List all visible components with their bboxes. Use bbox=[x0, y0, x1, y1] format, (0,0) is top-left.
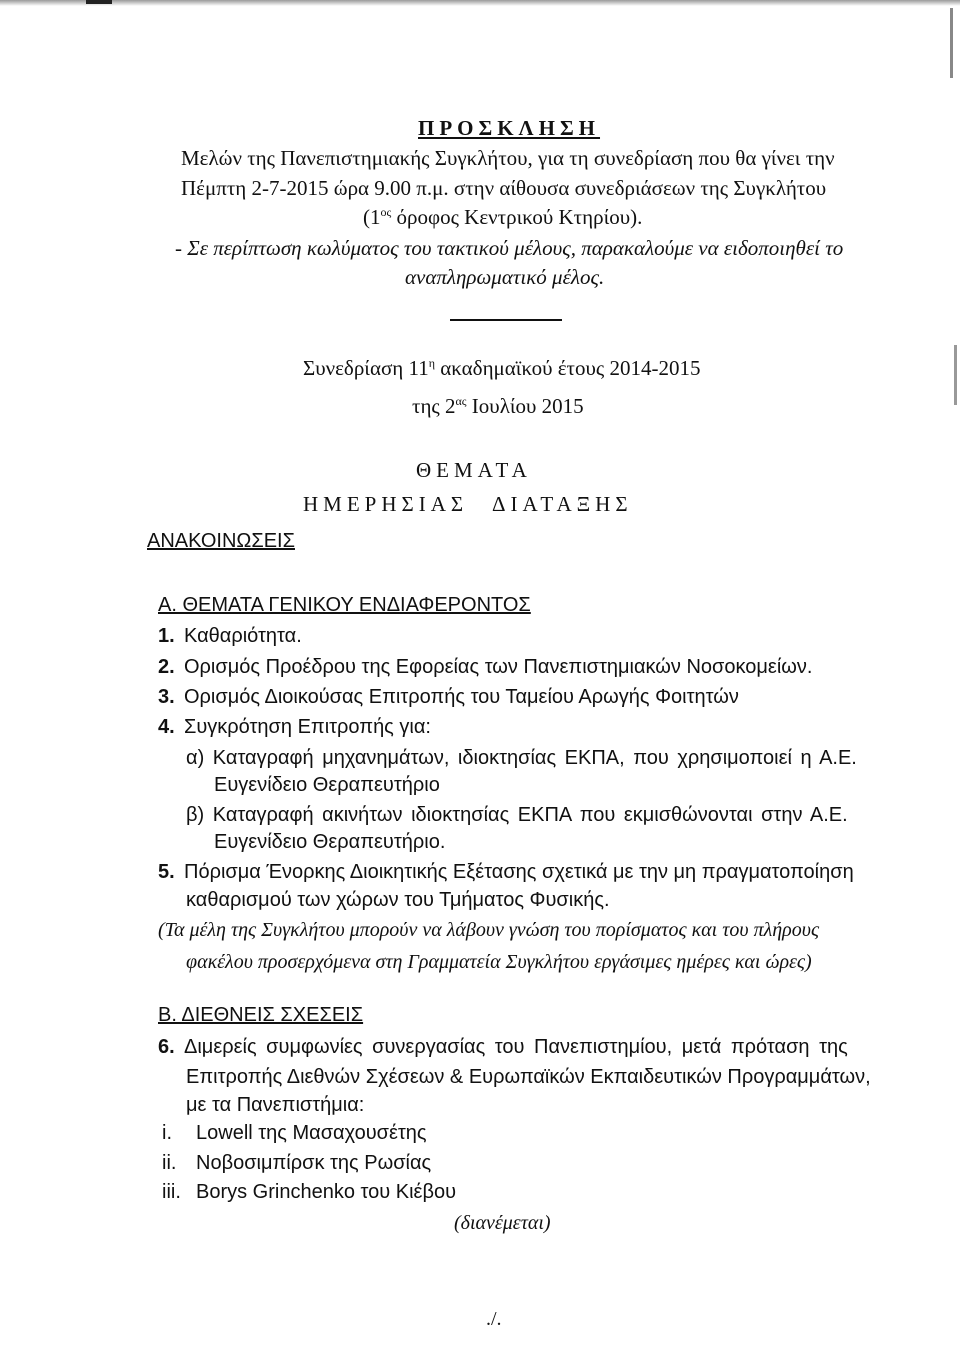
section-a-note-line-2: φακέλου προσερχόμενα στη Γραμματεία Συγκλήτου εργάσιμες ημέρες και ώρες) bbox=[186, 951, 812, 973]
agenda-heading-themata: ΘΕΜΑΤΑ bbox=[416, 458, 532, 482]
session-date-suffix: ας bbox=[455, 394, 467, 408]
floor-number: (1 bbox=[363, 205, 381, 229]
agenda-item-6-line-3: με τα Πανεπιστήμια: bbox=[186, 1094, 365, 1116]
session-date-day: της 2 bbox=[412, 394, 456, 418]
university-item-iii bbox=[162, 1181, 456, 1204]
item-number: 5. bbox=[158, 861, 175, 883]
section-a-note-line-1: (Τα μέλη της Συγκλήτου μπορούν να λάβουν γνώση του πορίσματος και του πλήρους bbox=[158, 919, 820, 941]
item-number: 1. bbox=[158, 625, 175, 647]
substitute-note-line-2: αναπληρωματικό μέλος. bbox=[405, 265, 605, 289]
agenda-item-6 bbox=[158, 1036, 848, 1059]
agenda-item-5-line-2: καθαρισμού των χώρων του Τμήματος Φυσικής. bbox=[186, 889, 610, 911]
item-number: 4. bbox=[158, 716, 175, 738]
page-title: ΠΡΟΣΚΛΗΣΗ bbox=[418, 116, 601, 140]
substitute-note-line-1: - Σε περίπτωση κωλύματος του τακτικού μέλους, παρακαλούμε να ειδοποιηθεί το bbox=[175, 236, 844, 260]
scan-artifact-right bbox=[950, 8, 953, 78]
university-name: Νοβοσιμπίρσκ της Ρωσίας bbox=[196, 1152, 432, 1174]
agenda-heading-diataxis: ΔΙΑΤΑΞΗΣ bbox=[492, 492, 633, 516]
item-number: 3. bbox=[158, 686, 175, 708]
agenda-item-4a-line-1: α) Καταγραφή μηχανημάτων, ιδιοκτησίας ΕΚΠΑ, που χρησιμοποιεί η Α.Ε. bbox=[186, 747, 857, 769]
invitation-line-3 bbox=[363, 205, 642, 230]
item-text: Ορισμός Διοικούσας Επιτροπής του Ταμείου Αρωγής Φοιτητών bbox=[184, 686, 739, 708]
item-text: Ορισμός Προέδρου της Εφορείας των Πανεπιστημιακών Νοσοκομείων. bbox=[184, 656, 813, 678]
agenda-item-4b-line-2: Ευγενίδειο Θεραπευτήριο. bbox=[214, 831, 446, 853]
distributed-note: (διανέμεται) bbox=[454, 1212, 551, 1234]
session-date-month: Ιουλίου 2015 bbox=[466, 394, 584, 418]
continuation-mark: ./. bbox=[486, 1308, 502, 1330]
session-line-2 bbox=[412, 394, 584, 419]
agenda-item-6-line-2: Επιτροπής Διεθνών Σχέσεων & Ευρωπαϊκών Εκπαιδευτικών Προγραμμάτων, bbox=[186, 1066, 871, 1088]
roman-numeral: i. bbox=[162, 1122, 172, 1144]
section-a-title: Α. ΘΕΜΑΤΑ ΓΕΝΙΚΟΥ ΕΝΔΙΑΦΕΡΟΝΤΟΣ bbox=[158, 594, 531, 616]
agenda-item-4b-line-1: β) Καταγραφή ακινήτων ιδιοκτησίας ΕΚΠΑ που εκμισθώνονται στην Α.Ε. bbox=[186, 804, 848, 826]
item-number: 2. bbox=[158, 656, 175, 678]
academic-year: ακαδημαϊκού έτους 2014-2015 bbox=[435, 356, 701, 380]
invitation-line-2: Πέμπτη 2-7-2015 ώρα 9.00 π.μ. στην αίθουσα συνεδριάσεων της Συγκλήτου bbox=[181, 176, 827, 200]
section-b-title: Β. ΔΙΕΘΝΕΙΣ ΣΧΕΣΕΙΣ bbox=[158, 1004, 364, 1026]
university-item-ii bbox=[162, 1152, 431, 1175]
session-line-1 bbox=[303, 356, 700, 381]
university-name: Lowell της Μασαχουσέτης bbox=[196, 1122, 427, 1144]
agenda-heading-imerisias: ΗΜΕΡΗΣΙΑΣ bbox=[303, 492, 469, 516]
item-number: 6. bbox=[158, 1036, 175, 1058]
invitation-line-1: Μελών της Πανεπιστημιακής Συγκλήτου, για τη συνεδρίαση που θα γίνει την bbox=[181, 146, 835, 170]
university-name: Borys Grinchenko του Κιέβου bbox=[196, 1181, 457, 1203]
item-text: Πόρισμα Ένορκης Διοικητικής Εξέτασης σχετικά με την μη πραγματοποίηση bbox=[184, 861, 854, 883]
floor-text: όροφος Κεντρικού Κτηρίου). bbox=[391, 205, 643, 229]
item-text: Διμερείς συμφωνίες συνεργασίας του Πανεπιστημίου, μετά πρόταση της bbox=[184, 1036, 848, 1058]
session-number: Συνεδρίαση 11 bbox=[303, 356, 429, 380]
agenda-item-2 bbox=[158, 656, 812, 679]
roman-numeral: ii. bbox=[162, 1152, 177, 1174]
scan-artifact bbox=[86, 0, 112, 4]
announcements-heading: ΑΝΑΚΟΙΝΩΣΕΙΣ bbox=[147, 530, 295, 552]
item-text: Καθαριότητα. bbox=[184, 625, 302, 647]
scan-artifact-right-2 bbox=[954, 345, 957, 405]
agenda-item-3 bbox=[158, 686, 739, 709]
agenda-item-4a-line-2: Ευγενίδειο Θεραπευτήριο bbox=[214, 774, 440, 796]
scan-edge bbox=[0, 0, 960, 6]
session-number-suffix: η bbox=[428, 356, 436, 370]
university-item-i bbox=[162, 1122, 427, 1145]
item-text: Συγκρότηση Επιτροπής για: bbox=[184, 716, 431, 738]
agenda-item-5 bbox=[158, 861, 854, 884]
agenda-item-4 bbox=[158, 716, 431, 739]
floor-suffix: ος bbox=[380, 205, 392, 219]
roman-numeral: iii. bbox=[162, 1181, 181, 1203]
agenda-item-1 bbox=[158, 625, 302, 648]
separator-rule bbox=[450, 319, 562, 321]
